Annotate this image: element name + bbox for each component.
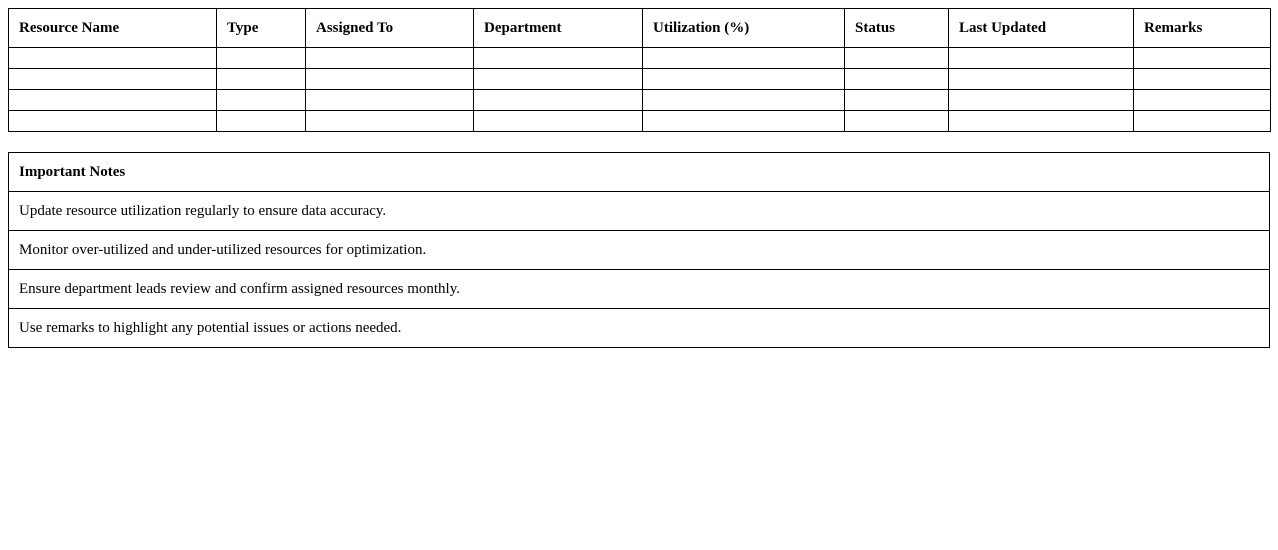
notes-table [8, 152, 1270, 348]
table-cell[interactable] [949, 48, 1134, 69]
table-cell[interactable] [9, 48, 217, 69]
table-header-row [9, 9, 1271, 48]
table-cell[interactable] [643, 90, 845, 111]
table-cell[interactable] [845, 48, 949, 69]
note-row [9, 231, 1270, 270]
header-department: Department [474, 9, 643, 48]
note-row [9, 192, 1270, 231]
table-cell[interactable] [1134, 90, 1271, 111]
note-item: Use remarks to highlight any potential issues or actions needed. [9, 309, 1270, 348]
header-status: Status [845, 9, 949, 48]
table-cell[interactable] [9, 111, 217, 132]
note-item: Monitor over-utilized and under-utilized resources for optimization. [9, 231, 1270, 270]
table-cell[interactable] [643, 48, 845, 69]
table-cell[interactable] [1134, 69, 1271, 90]
table-cell[interactable] [949, 90, 1134, 111]
header-last-updated: Last Updated [949, 9, 1134, 48]
table-row [9, 69, 1271, 90]
header-utilization: Utilization (%) [643, 9, 845, 48]
resource-table [8, 8, 1271, 132]
table-cell[interactable] [474, 69, 643, 90]
table-cell[interactable] [306, 90, 474, 111]
table-cell[interactable] [217, 69, 306, 90]
table-cell[interactable] [845, 111, 949, 132]
note-item: Update resource utilization regularly to ensure data accuracy. [9, 192, 1270, 231]
note-row [9, 309, 1270, 348]
table-cell[interactable] [1134, 111, 1271, 132]
table-cell[interactable] [9, 69, 217, 90]
table-cell[interactable] [643, 111, 845, 132]
table-cell[interactable] [217, 90, 306, 111]
table-cell[interactable] [643, 69, 845, 90]
table-cell[interactable] [474, 111, 643, 132]
table-cell[interactable] [306, 69, 474, 90]
notes-header-row [9, 153, 1270, 192]
table-cell[interactable] [217, 48, 306, 69]
table-cell[interactable] [1134, 48, 1271, 69]
document-body [8, 8, 1270, 348]
table-cell[interactable] [217, 111, 306, 132]
table-row [9, 48, 1271, 69]
note-row [9, 270, 1270, 309]
table-cell[interactable] [474, 48, 643, 69]
header-resource-name: Resource Name [9, 9, 217, 48]
table-cell[interactable] [949, 111, 1134, 132]
table-cell[interactable] [474, 90, 643, 111]
header-type: Type [217, 9, 306, 48]
header-remarks: Remarks [1134, 9, 1271, 48]
header-assigned-to: Assigned To [306, 9, 474, 48]
table-cell[interactable] [9, 90, 217, 111]
table-cell[interactable] [845, 69, 949, 90]
notes-title: Important Notes [9, 153, 1270, 192]
table-cell[interactable] [949, 69, 1134, 90]
table-cell[interactable] [845, 90, 949, 111]
table-cell[interactable] [306, 48, 474, 69]
table-row [9, 90, 1271, 111]
table-row [9, 111, 1271, 132]
note-item: Ensure department leads review and confirm assigned resources monthly. [9, 270, 1270, 309]
table-cell[interactable] [306, 111, 474, 132]
